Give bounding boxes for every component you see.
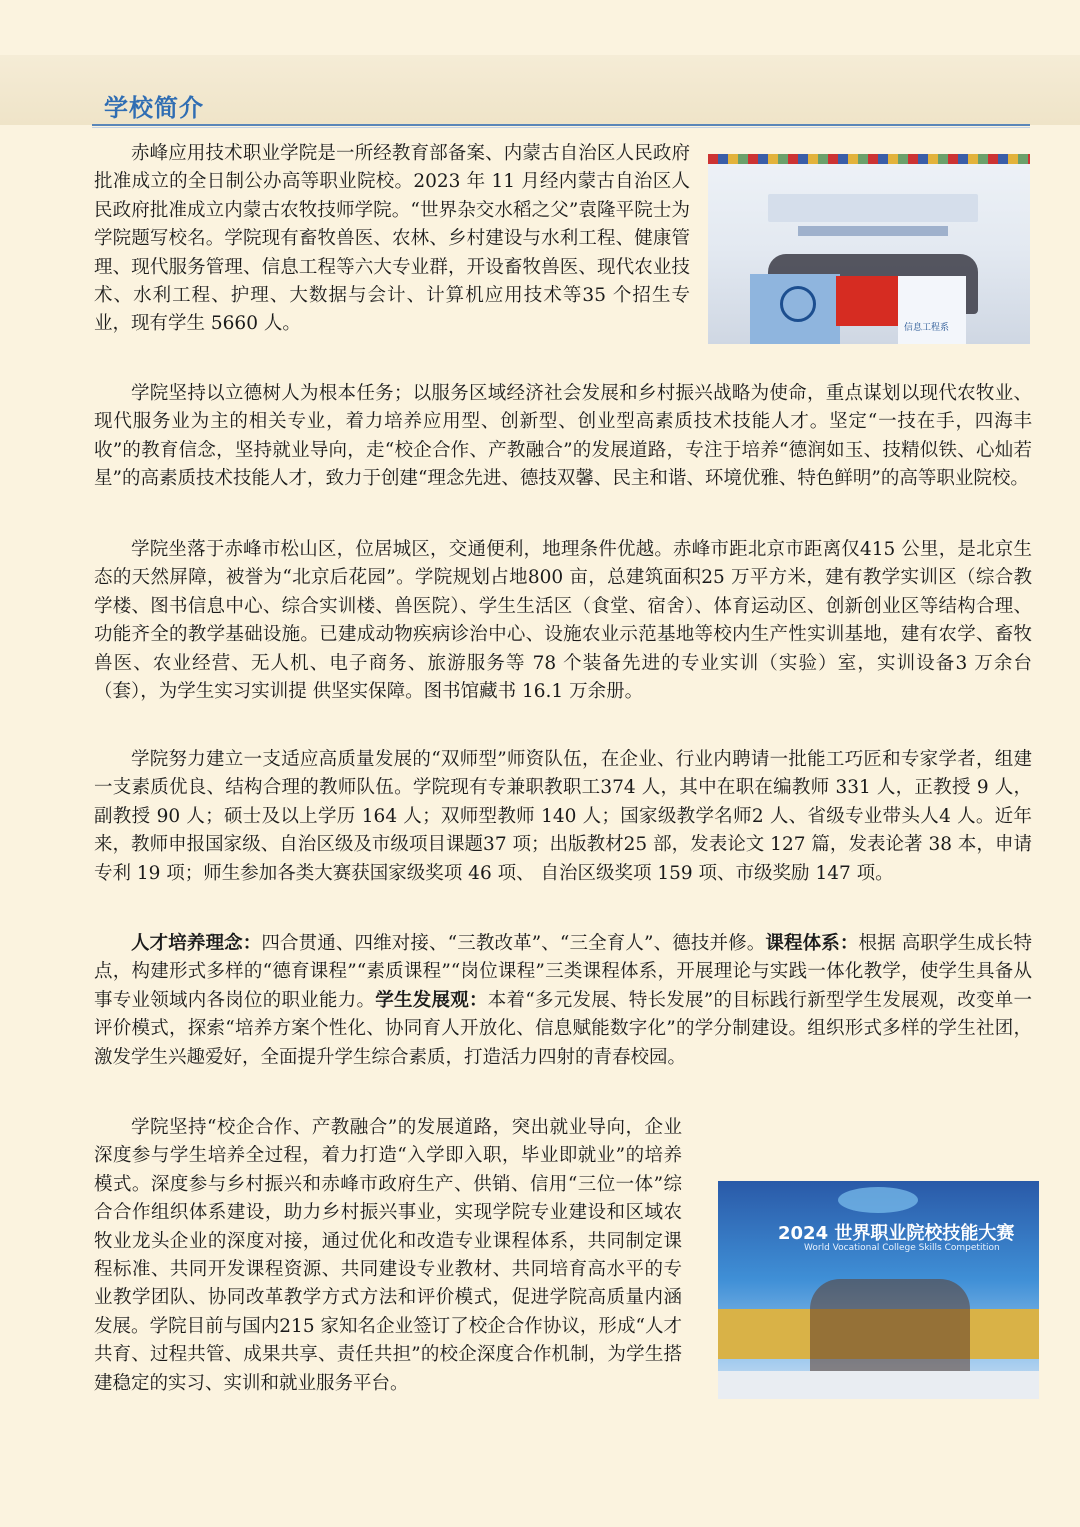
paragraph-faculty: 学院努力建立一支适应高质量发展的“双师型”师资队伍，在企业、行业内聘请一批能工巧匠和专家学者，组建一支素质优良、结构合理的教师队伍。学院现有专兼职教职工374 人，其中在职在编教师 331 人，正教授 9 人，副教授 90 人；硕士及以上学历 164 人；双师型教师 140 人；国家级教学名师2 人、省级专业带头人4 人。近年来，教师申报国家级、自治区级及市级项目课题37 项；出版教材25 部，发表论文 127 篇，发表论著 38 本，申请专利 19 项；师生参加各类大赛获国家级奖项 46 项、 自治区级奖项 159 项、市级奖励 147 项。 — [94, 749, 1032, 884]
paragraph-philosophy — [94, 930, 1032, 1072]
department-flag-label: 信息工程系 — [904, 323, 950, 333]
photo-backdrop-subtitle — [798, 226, 948, 236]
paragraph-mission: 学院坚持以立德树人为根本任务；以服务区域经济社会发展和乡村振兴战略为使命，重点谋划以现代农牧业、现代服务业为主的相关专业，着力培养应用型、创新型、创业型高素质技术技能人才。坚定“一技在手，四海丰收”的教育信念，坚持就业导向，走“校企合作、产教融合”的发展道路，专注于培养“德润如玉、技精似铁、心灿若星”的高素质技术技能人才，致力于创建“理念先进、德技双馨、民主和谐、环境优雅、特色鲜明”的高等职业院校。 — [94, 383, 1032, 490]
paragraph-cooperation: 学院坚持“校企合作、产教融合”的发展道路，突出就业导向，企业深度参与学生培养全过程，着力打造“入学即入职，毕业即就业”的培养模式。深度参与乡村振兴和赤峰市政府生产、供销、信用“三位一体”综合合作组织体系建设，助力乡村振兴事业，实现学院专业建设和区域农牧业龙头企业的深度对接，通过优化和改造专业课程体系，共同制定课程标准、共同开发课程资源、共同建设专业教材、共同培育高水平的专业教学团队、协同改革教学方式方法和评价模式，促进学院高质量内涵发展。学院目前与国内215 家知名企业签订了校企合作协议，形成“人才共育、过程共管、成果共享、责任共担”的校企深度合作机制，为学生搭建稳定的实习、实训和就业服务平台。 — [94, 1117, 682, 1394]
paragraph-campus: 学院坐落于赤峰市松山区，位居城区，交通便利，地理条件优越。赤峰市距北京市距离仅415 公里，是北京生态的天然屏障，被誉为“北京后花园”。学院规划占地800 亩，总建筑面积25 万平方米，建有教学实训区（综合教学楼、图书信息中心、综合实训楼、兽医院）、学生生活区（食堂、宿舍）、体育运动区、创新创业区等结构合理、功能齐全的教学基础设施。已建成动物疾病诊治中心、设施农业示范基地等校内生产性实训基地，建有农学、畜牧兽医、农业经营、无人机、电子商务、旅游服务等 78 个装备先进的专业实训（实验）室，实训设备3 万余台（套），为学生实习实训提 供坚实保障。图书馆藏书 16.1 万余册。 — [94, 539, 1032, 703]
development-text: 本着“多元发展、特长发展”的目标践行新型学生发展观，改变单一评价模式，探索“培养方案个性化、协同育人开放化、信息赋能数字化”的学分制建设。组织形式多样的学生社团，激发学生兴趣爱好，全面提升学生综合素质，打造活力四射的青春校园。 — [94, 989, 1032, 1068]
department-flag — [898, 276, 966, 344]
paragraph-intro: 赤峰应用技术职业学院是一所经教育部备案、内蒙古自治区人民政府批准成立的全日制公办高等职业院校。2023 年 11 月经内蒙古自治区人民政府批准成立内蒙古农牧技师学院。“世界杂交水稻之父”袁隆平院士为学院题写校名。学院现有畜牧兽医、农林、乡村建设与水利工程、健康管理、现代服务管理、信息工程等六大专业群，开设畜牧兽医、现代农业技术、水利工程、护理、大数据与会计、计算机应用技术等35 个招生专业，现有学生 5660 人。 — [94, 143, 690, 335]
title-underline — [92, 124, 1030, 126]
photo2-headline: 2024 世界职业院校技能大赛 — [778, 1223, 1015, 1244]
curriculum-heading: 课程体系： — [765, 933, 859, 954]
competition-photo-1 — [708, 154, 1030, 344]
development-heading: 学生发展观： — [375, 989, 488, 1011]
photo2-subline: World Vocational College Skills Competition — [804, 1243, 1000, 1253]
philosophy-heading: 人才培养理念： — [131, 933, 262, 954]
philosophy-text: 四合贯通、四维对接、“三教改革”、“三全育人”、德技并修。 — [261, 933, 766, 954]
college-emblem-icon — [780, 286, 816, 322]
photo-backdrop-title — [768, 194, 978, 222]
curriculum-text: 根据 高职学生成长特点，构建形式多样的“德育课程”“素质课程”“岗位课程”三类课程体系，开展理论与实践一体化教学，使学生具备从事专业领域内各岗位的职业能力。 — [94, 933, 1032, 1011]
photo-banner-strip — [708, 154, 1030, 164]
title-underline-shadow — [92, 127, 1030, 128]
national-flag — [836, 276, 900, 326]
page-title: 学校简介 — [104, 94, 204, 122]
